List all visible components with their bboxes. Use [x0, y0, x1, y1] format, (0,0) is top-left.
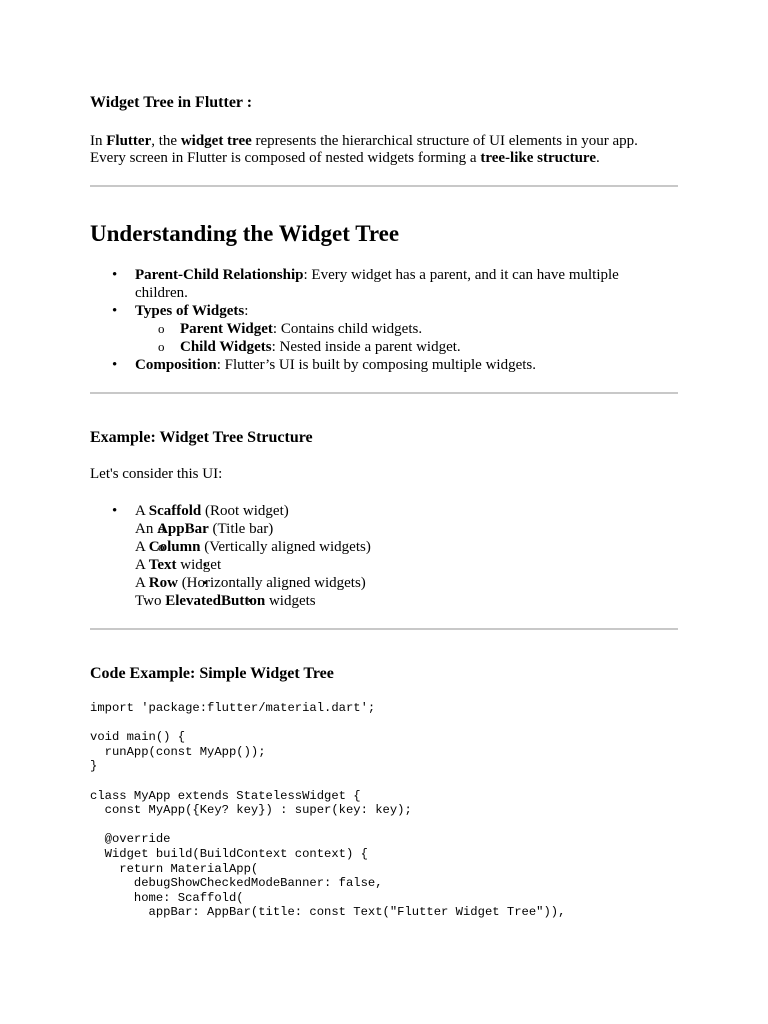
- horizontal-rule: [90, 392, 678, 394]
- list-item-text: [90, 556, 678, 574]
- horizontal-rule: [90, 628, 678, 630]
- section-heading-widget-tree: [90, 94, 252, 112]
- bold-label: ElevatedButton: [165, 593, 266, 609]
- list-item: [90, 356, 678, 374]
- list-item-appbar: [90, 520, 678, 538]
- text: widgets: [265, 593, 316, 609]
- item-text: : Contains child widgets.: [272, 321, 423, 337]
- text: An: [135, 521, 158, 537]
- text: , the: [151, 133, 181, 149]
- heading-text: Widget Tree in Flutter :: [90, 94, 253, 111]
- heading-text: Code Example: Simple Widget Tree: [90, 665, 334, 682]
- text: .: [595, 150, 600, 166]
- text: In: [90, 133, 107, 149]
- text: (Title bar): [208, 521, 274, 537]
- sub-list-item: [90, 320, 678, 338]
- intro-line-1: [90, 133, 678, 150]
- list-item-scaffold: [90, 502, 678, 520]
- list-item: [90, 302, 678, 320]
- text: Every screen in Flutter is composed of nested widgets forming a: [90, 150, 481, 166]
- section-heading-code-example: [90, 665, 334, 683]
- sub-list-item: [90, 338, 678, 356]
- bold-tree-like-structure: tree-like structure: [480, 150, 596, 166]
- text: A: [135, 557, 149, 573]
- list-item-row: [90, 574, 678, 592]
- bold-label: Parent Widget: [180, 321, 273, 337]
- section-heading-example: [90, 429, 313, 447]
- bold-label: Composition: [135, 357, 217, 373]
- text: Two: [135, 593, 166, 609]
- text: A: [135, 539, 149, 555]
- item-text: : Every widget has a parent, and it can have multiple: [303, 267, 619, 283]
- bold-label: Scaffold: [148, 503, 202, 519]
- item-text: children.: [135, 285, 188, 301]
- text: represents the hierarchical structure of UI elements in your app.: [251, 133, 638, 149]
- bold-label: Row: [148, 575, 178, 591]
- text: (Root widget): [201, 503, 289, 519]
- bold-label: AppBar: [157, 521, 209, 537]
- code-text: import 'package:flutter/material.dart'; void main() { runApp(const MyApp()); } class MyApp extends StatelessWidget { const MyApp({Key? key}) : super(key: key); @override Widget build(BuildContext context) { return MaterialApp( debugShowCheckedModeBanner: false, home: Scaffold( appBar: AppBar(title: const Text("Flutter Widget Tree")),: [90, 701, 566, 920]
- understanding-list: [90, 266, 678, 374]
- list-item: [90, 266, 678, 302]
- list-item-buttons: [90, 592, 678, 610]
- heading-text: Example: Widget Tree Structure: [90, 429, 313, 446]
- example-tree-list: [90, 502, 678, 610]
- bold-label: Parent-Child Relationship: [135, 267, 304, 283]
- item-text: : Flutter’s UI is built by composing multiple widgets.: [216, 357, 536, 373]
- item-text: : Nested inside a parent widget.: [271, 339, 461, 355]
- intro-text: Let's consider this UI:: [90, 466, 223, 482]
- text: widget: [176, 557, 222, 573]
- text: A: [135, 503, 149, 519]
- intro-line-2: [90, 150, 678, 167]
- bold-label: Column: [148, 539, 201, 555]
- bold-widget-tree: widget tree: [180, 133, 252, 149]
- bold-label: Child Widgets: [180, 339, 272, 355]
- intro-paragraph: [90, 133, 678, 167]
- code-block: [90, 701, 565, 920]
- bold-flutter: Flutter: [106, 133, 152, 149]
- bold-label: Text: [148, 557, 177, 573]
- text: (Horizontally aligned widgets): [177, 575, 366, 591]
- horizontal-rule: [90, 185, 678, 187]
- example-intro: [90, 466, 222, 483]
- section-heading-understanding: [90, 221, 399, 247]
- text: A: [135, 575, 149, 591]
- heading-text: Understanding the Widget Tree: [90, 221, 400, 246]
- list-item-column: [90, 538, 678, 556]
- bold-label: Types of Widgets: [135, 303, 245, 319]
- text: (Vertically aligned widgets): [200, 539, 371, 555]
- item-text: :: [244, 303, 249, 319]
